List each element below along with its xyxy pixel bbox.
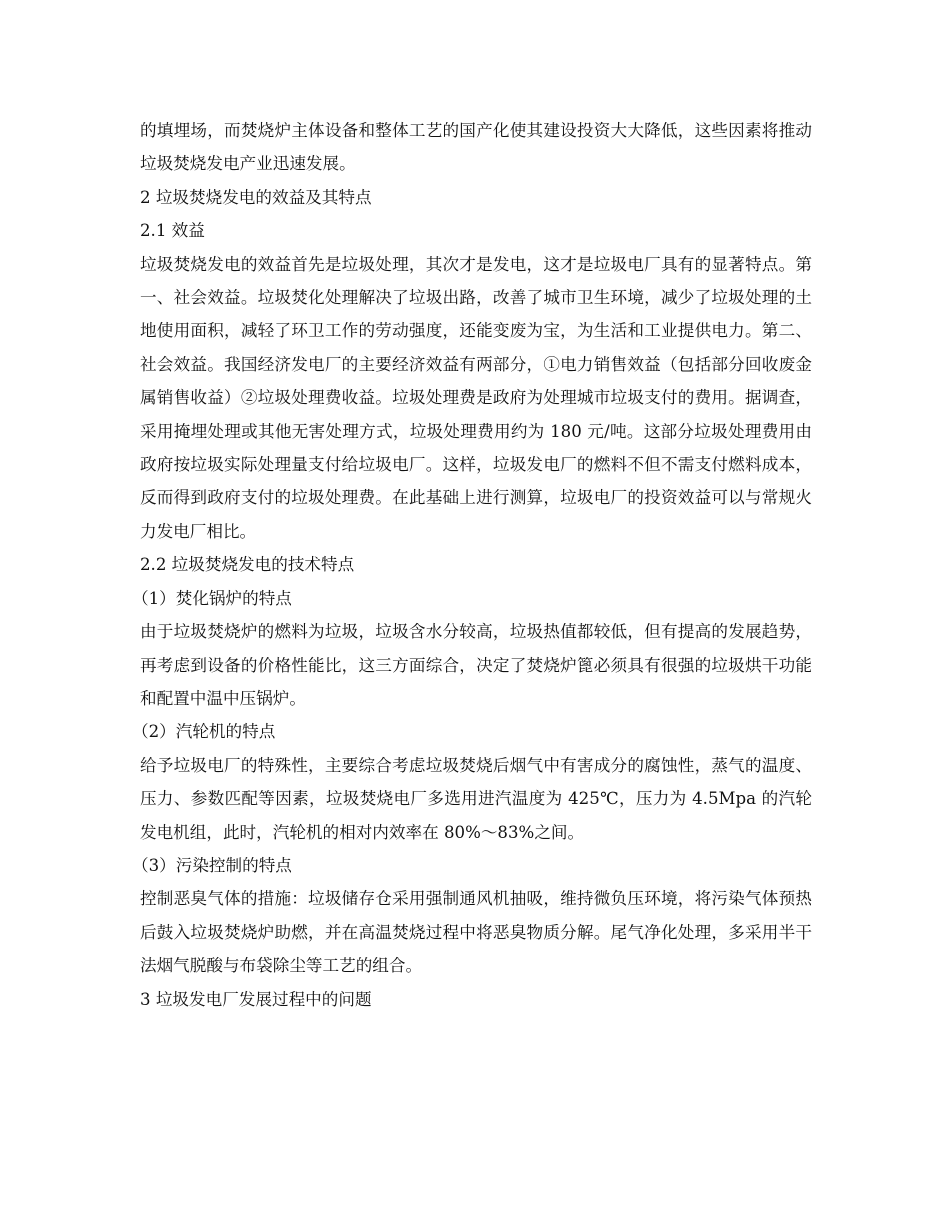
section-3-heading: 3 垃圾发电厂发展过程中的问题 bbox=[140, 989, 372, 1009]
benefit-paragraph: 垃圾焚烧发电的效益首先是垃圾处理，其次才是发电，这才是垃圾电厂具有的显著特点。第一、社会效益。垃圾焚化处理解决了垃圾出路，改善了城市卫生环境，减少了垃圾处理的土地使用面积，减轻了环卫工作的劳动强度，还能变废为宝，为生活和工业提供电力。第二、社会效益。我国经济发电厂的主要经济效益有两部分，①电力销售效益（包括部分回收废金属销售收益）②垃圾处理费收益。垃圾处理费是政府为处理城市垃圾支付的费用。据调查，采用掩埋处理或其他无害处理方式，垃圾处理费用约为 180 元/吨。这部分垃圾处理费用由政府按垃圾实际处理量支付给垃圾电厂。这样，垃圾发电厂的燃料不但不需支付燃料成本，反而得到政府支付的垃圾处理费。在此基础上进行测算，垃圾电厂的投资效益可以与常规火力发电厂相比。 bbox=[140, 254, 812, 541]
subsection-2-paragraph: 给予垃圾电厂的特殊性，主要综合考虑垃圾焚烧后烟气中有害成分的腐蚀性，蒸气的温度、压力、参数匹配等因素，垃圾焚烧电厂多选用进汽温度为 425℃，压力为 4.5Mpa 的汽轮发电机组，此时，汽轮机的相对内效率在 80%～83%之间。 bbox=[140, 755, 812, 842]
subsection-2-heading: （2）汽轮机的特点 bbox=[132, 722, 276, 742]
section-2-heading: 2 垃圾焚烧发电的效益及其特点 bbox=[140, 187, 372, 207]
subsection-3-paragraph: 控制恶臭气体的措施：垃圾储存仓采用强制通风机抽吸，维持微负压环境，将污染气体预热后鼓入垃圾焚烧炉助燃，并在高温焚烧过程中将恶臭物质分解。尾气净化处理，多采用半干法烟气脱酸与布袋除尘等工艺的组合。 bbox=[140, 889, 812, 976]
section-2-2-heading: 2.2 垃圾焚烧发电的技术特点 bbox=[140, 555, 355, 575]
section-2-1-heading: 2.1 效益 bbox=[140, 221, 205, 241]
subsection-1-heading: （1）焚化锅炉的特点 bbox=[132, 588, 292, 608]
intro-paragraph: 的填埋场，而焚烧炉主体设备和整体工艺的国产化使其建设投资大大降低，这些因素将推动垃圾焚烧发电产业迅速发展。 bbox=[140, 121, 812, 174]
document-page bbox=[132, 114, 812, 1016]
subsection-1-paragraph: 由于垃圾焚烧炉的燃料为垃圾，垃圾含水分较高，垃圾热值都较低，但有提高的发展趋势，再考虑到设备的价格性能比，这三方面综合，决定了焚烧炉篦必须具有很强的垃圾烘干功能和配置中温中压锅炉。 bbox=[140, 622, 812, 708]
subsection-3-heading: （3）污染控制的特点 bbox=[132, 855, 292, 875]
